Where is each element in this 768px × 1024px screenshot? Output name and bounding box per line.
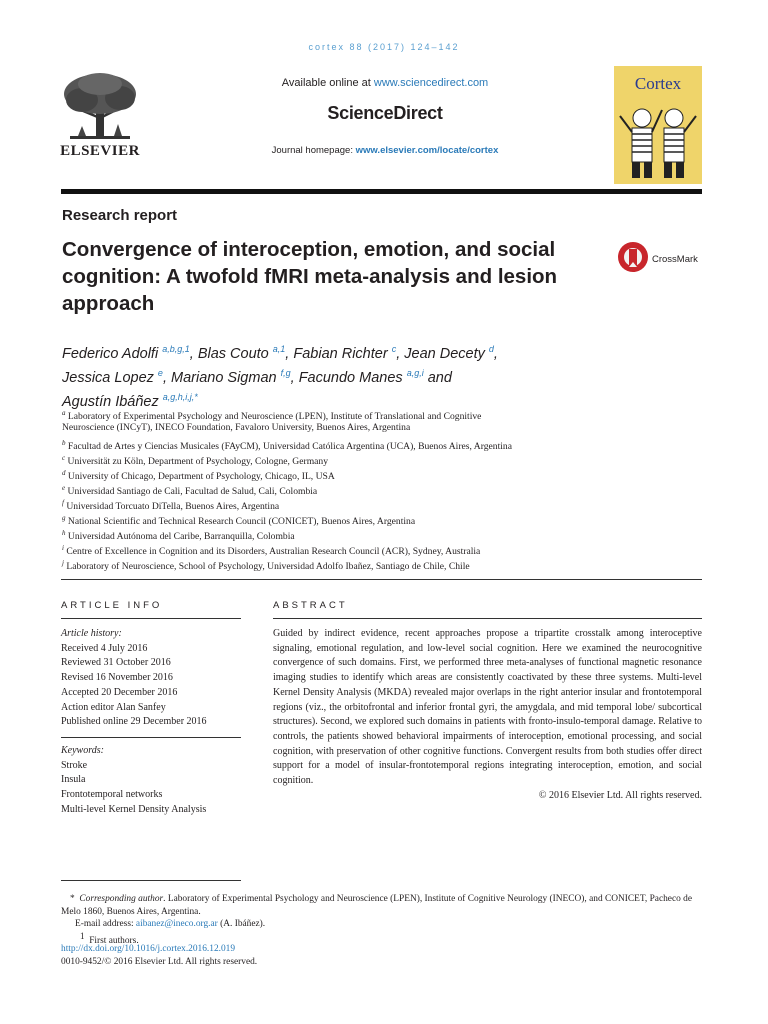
- author[interactable]: Blas Couto $^{a,1}$: [197, 344, 286, 362]
- publisher-name: ELSEVIER: [60, 143, 140, 159]
- footnote-rule: [61, 880, 241, 881]
- affiliations-rule: [61, 579, 702, 580]
- available-online: [170, 77, 600, 89]
- first-authors-note: $^1$ First authors.: [80, 931, 139, 947]
- affiliation: $^g$ National Scientific and Technical Research Council (CONICET), Buenos Aires, Argentina: [62, 514, 416, 528]
- author[interactable]: Agustín Ibáñez $^{a,g,h,i,j,*}$: [62, 392, 198, 411]
- history-item: Accepted 20 December 2016: [61, 686, 178, 698]
- email-link[interactable]: aibanez@ineco.org.ar: [135, 919, 218, 929]
- keyword: Insula: [61, 774, 86, 786]
- journal-homepage: [170, 145, 600, 156]
- affiliation: $^a$ Laboratory of Experimental Psychology and Neuroscience (LPEN), Institute of Translational and Cognitive: [62, 409, 482, 423]
- keywords-label: Keywords:: [61, 745, 104, 756]
- history-item: Received 4 July 2016: [61, 642, 148, 654]
- affiliation: $^i$ Centre of Excellence in Cognition and its Disorders, Australian Research Council (ACR), Sydney, Australia: [62, 544, 481, 558]
- issn-copyright: 0010-9452/© 2016 Elsevier Ltd. All rights reserved.: [61, 957, 258, 967]
- keywords-rule: [61, 737, 241, 738]
- journal-cover-image: [614, 66, 702, 184]
- keyword: Multi-level Kernel Density Analysis: [61, 803, 207, 815]
- abstract-text: Guided by indirect evidence, recent approaches propose a tripartite crosstalk among interoceptive signaling, emotional regulation, and low-level social cognition. Here we examined the neurocognitive convergence of such domains. First, we performed three meta-analyses of functional magnetic resonance imaging studies to identify which areas are consistently coactivated by these three systems. Multi-level Kernel Density Analysis (MKDA) revealed major overlaps in the right anterior insular and frontotemporal regions (viz., the orbitofrontal and inferior frontal gyri, the amygdala, and mid temporal lobe/ subcortical structures). Second, we explored such domains in patients with fronto-insulo-temporal damage. Relative to controls, the patients showed behavioral impairments of interoception, emotional processing, and social cognition, with preservation of other cognitive functions. Convergent results from both studies offer direct support for a model of insular-frontotemporal regions integrating interoception, emotion, and social cognition.: [273, 628, 702, 787]
- article-type: Research report: [62, 207, 178, 224]
- author[interactable]: Jessica Lopez $^e$: [62, 368, 163, 387]
- journal-reference: cortex 88 (2017) 124–142: [308, 42, 460, 52]
- keyword: Stroke: [61, 759, 88, 771]
- abstract-body: [273, 627, 702, 803]
- history-label: Article history:: [61, 628, 122, 639]
- abstract-rule: [273, 618, 702, 619]
- article-info-rule: [61, 618, 241, 619]
- abstract-copyright: © 2016 Elsevier Ltd. All rights reserved.: [538, 789, 702, 801]
- affiliation: $^c$ Universität zu Köln, Department of Psychology, Cologne, Germany: [62, 454, 329, 468]
- corresponding-author-note: * Corresponding author. Laboratory of Experimental Psychology and Neuroscience (LPEN), Institute of Cognitive Neurology (INECO), and CONICET, Pacheco de Melo 1860, Buenos Aires, Argentina.: [61, 894, 693, 917]
- article-title: Convergence of interoception, emotion, and social cognition: A twofold fMRI meta-analysis and lesion approach: [62, 238, 558, 315]
- crossmark-label[interactable]: CrossMark: [652, 254, 698, 265]
- email-note: E-mail address: aibanez@ineco.org.ar (A. Ibáñez).: [75, 919, 266, 929]
- affiliation: $^d$ University of Chicago, Department of Psychology, Chicago, IL, USA: [62, 469, 335, 483]
- abstract-heading: ABSTRACT: [273, 600, 348, 611]
- history-item: Published online 29 December 2016: [61, 716, 207, 728]
- affiliation: $^f$ Universidad Torcuato DiTella, Buenos Aires, Argentina: [62, 499, 280, 513]
- history-item: Reviewed 31 October 2016: [61, 657, 171, 669]
- author[interactable]: Jean Decety $^d$: [404, 344, 494, 362]
- history-item: Revised 16 November 2016: [61, 672, 173, 684]
- article-info-heading: ARTICLE INFO: [61, 600, 163, 611]
- sciencedirect-brand: ScienceDirect: [327, 103, 443, 123]
- affiliation: $^h$ Universidad Autónoma del Caribe, Barranquilla, Colombia: [62, 529, 295, 543]
- affiliation: $^e$ Universidad Santiago de Cali, Facultad de Salud, Cali, Colombia: [62, 484, 318, 498]
- header-rule: [61, 189, 702, 194]
- doi-link[interactable]: http://dx.doi.org/10.1016/j.cortex.2016.12.019: [61, 944, 236, 954]
- author[interactable]: Fabian Richter $^c$: [293, 344, 397, 362]
- author-list: Federico Adolfi $^{a,b,g,1}$, Blas Couto $^{a,1}$, Fabian Richter $^c$, Jean Decety $^d$, Jessica Lopez $^e$, Mariano Sigman $^{f,g}$, Facundo Manes $^{a,g,i}$ and Agustín Ibáñez $^{a,g,h,i,j,*}$: [62, 344, 498, 411]
- affiliation: $^b$ Facultad de Artes y Ciencias Musicales (FAyCM), Universidad Católica Argentina (UCA), Buenos Aires, Argentina: [62, 439, 512, 453]
- cover-title: Cortex: [634, 74, 682, 93]
- affiliation: Neuroscience (INCyT), INECO Foundation, Favaloro University, Buenos Aires, Argentina: [62, 422, 411, 433]
- affiliation: $^j$ Laboratory of Neuroscience, School of Psychology, Universidad Adolfo Ibañez, Santiago de Chile, Chile: [62, 559, 470, 573]
- author[interactable]: Mariano Sigman $^{f,g}$: [171, 368, 291, 387]
- homepage-label: Journal homepage:: [271, 145, 356, 156]
- available-label: Available online at: [281, 77, 374, 89]
- keyword: Frontotemporal networks: [61, 789, 163, 801]
- history-item: Action editor Alan Sanfey: [61, 701, 166, 713]
- cover-illustration: [614, 66, 702, 184]
- journal-homepage-link[interactable]: www.elsevier.com/locate/cortex: [355, 145, 499, 156]
- author[interactable]: Federico Adolfi $^{a,b,g,1}$: [62, 344, 190, 362]
- sciencedirect-link[interactable]: www.sciencedirect.com: [373, 77, 489, 89]
- author[interactable]: Facundo Manes $^{a,g,i}$: [298, 368, 424, 387]
